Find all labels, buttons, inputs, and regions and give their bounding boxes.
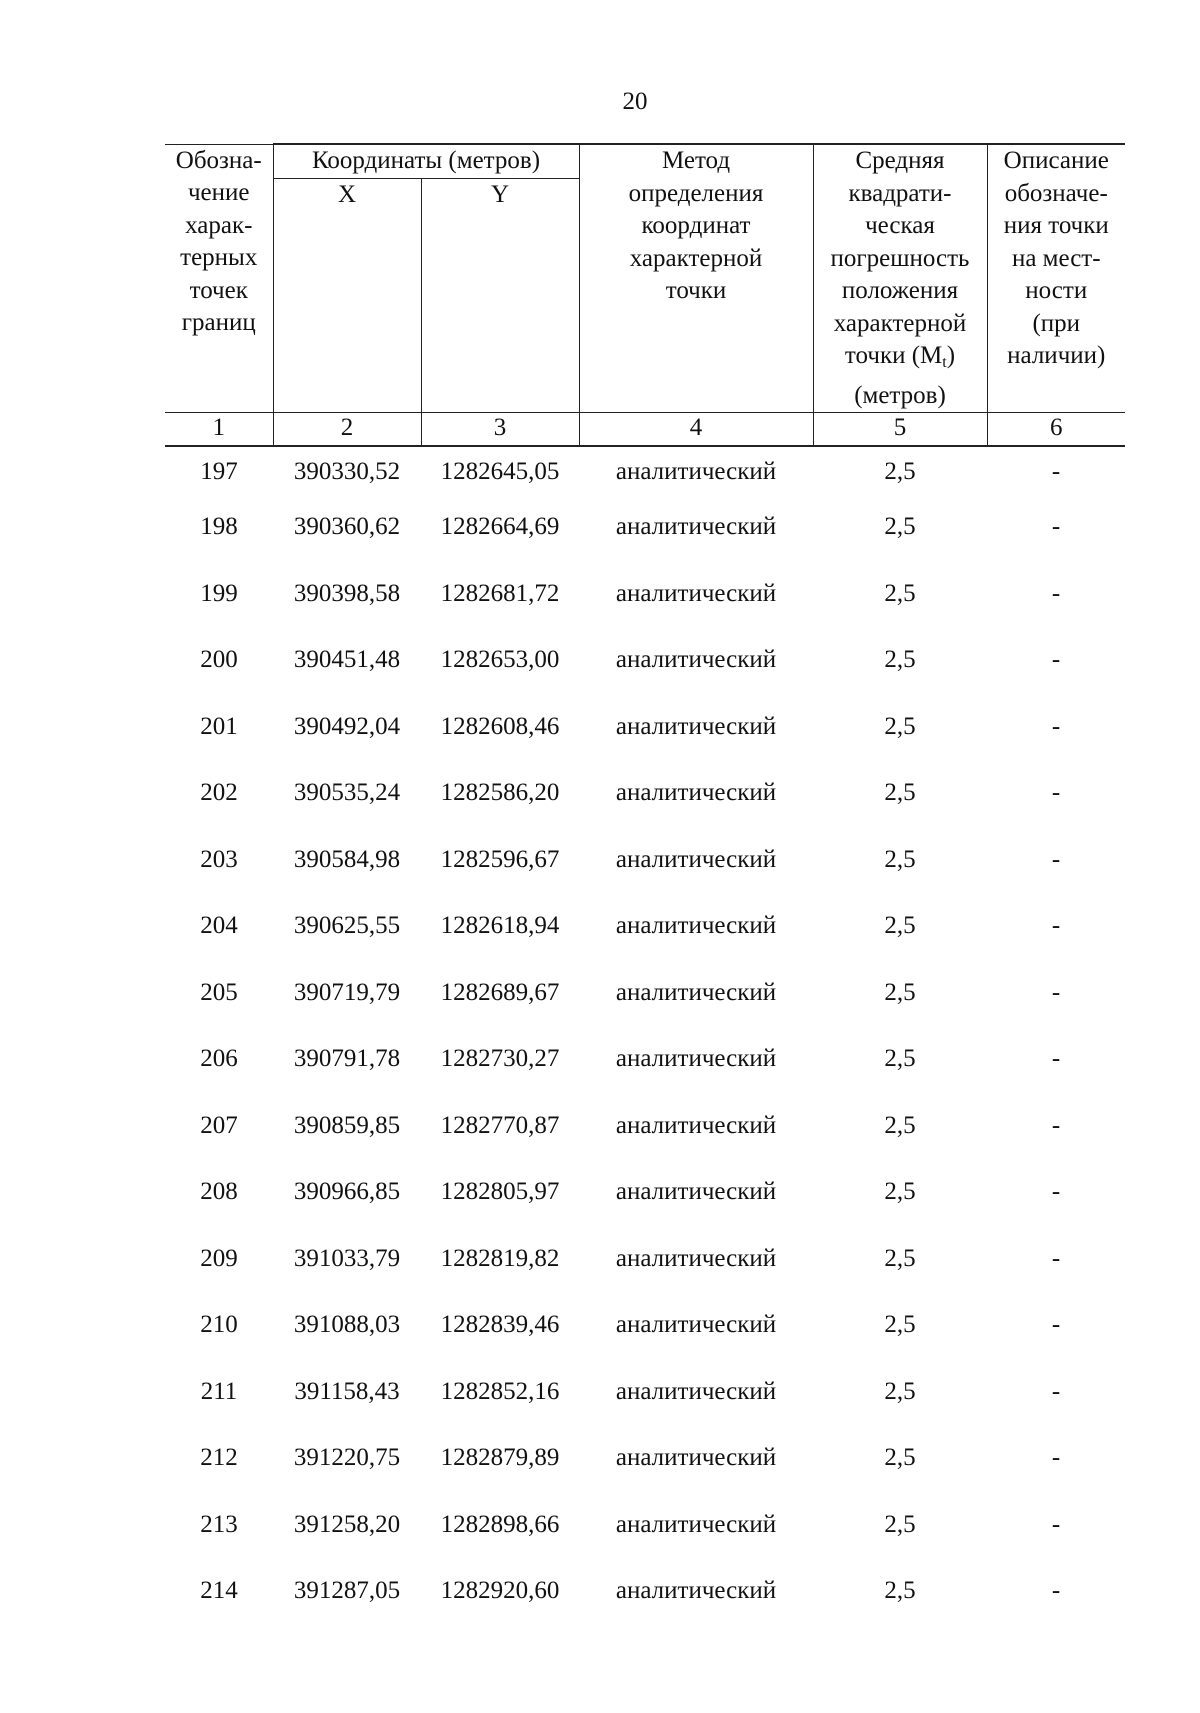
table-row xyxy=(165,1162,1125,1229)
table-row xyxy=(165,763,1125,830)
point-cell: 204 xyxy=(200,912,238,939)
x-coordinate-cell: 391220,75 xyxy=(293,1444,401,1471)
header-line: на мест- xyxy=(1011,244,1101,272)
column-number: 2 xyxy=(273,413,421,447)
point-cell: 210 xyxy=(200,1311,238,1338)
x-coordinate-cell: 390966,85 xyxy=(293,1178,401,1205)
header-line: определения xyxy=(628,179,764,207)
header-line: наличии) xyxy=(1007,342,1106,369)
table-row xyxy=(165,1428,1125,1495)
table-row xyxy=(165,1096,1125,1163)
y-coordinate-cell: 1282689,67 xyxy=(440,978,560,1006)
description-cell: - xyxy=(1051,912,1061,939)
point-cell: 208 xyxy=(200,1178,238,1205)
table-row xyxy=(165,830,1125,897)
description-cell: - xyxy=(1051,1111,1061,1139)
method-cell: аналитический xyxy=(615,1577,777,1604)
y-coordinate-cell: 1282681,72 xyxy=(440,579,560,607)
y-coordinate-cell: 1282608,46 xyxy=(440,712,560,740)
y-coordinate-cell: 1282770,87 xyxy=(440,1111,560,1139)
header-line: терных xyxy=(180,244,258,271)
method-cell: аналитический xyxy=(615,1377,777,1405)
y-coordinate-cell: 1282839,46 xyxy=(440,1311,560,1338)
header-coordinates-group: Координаты (метров) xyxy=(273,144,579,178)
description-cell: - xyxy=(1051,1045,1061,1072)
table-row xyxy=(165,963,1125,1030)
point-cell: 206 xyxy=(200,1045,238,1072)
header-line: ния точки xyxy=(1003,212,1109,239)
description-cell: - xyxy=(1051,1510,1061,1538)
description-cell: - xyxy=(1051,579,1061,607)
point-cell: 203 xyxy=(200,845,238,873)
y-coordinate-cell: 1282819,82 xyxy=(440,1244,560,1272)
header-line: (при xyxy=(1032,309,1081,337)
header-line: (метров) xyxy=(854,381,946,409)
x-coordinate-cell: 390584,98 xyxy=(293,845,401,873)
header-mean-square-error xyxy=(813,144,987,413)
header-line: ности xyxy=(1025,277,1088,304)
header-line: ческая xyxy=(865,212,935,239)
error-cell: 2,5 xyxy=(884,513,916,540)
x-coordinate-cell: 391158,43 xyxy=(294,1377,400,1405)
y-coordinate-cell: 1282645,05 xyxy=(440,458,560,485)
header-line: положения xyxy=(841,277,959,304)
error-cell: 2,5 xyxy=(884,1045,916,1072)
header-line: координат xyxy=(641,212,751,239)
y-coordinate-cell: 1282730,27 xyxy=(440,1045,560,1072)
y-coordinate-cell: 1282596,67 xyxy=(440,845,560,873)
error-cell: 2,5 xyxy=(884,458,916,485)
header-line: границ xyxy=(181,309,256,336)
error-cell: 2,5 xyxy=(884,1577,916,1604)
y-coordinate-cell: 1282664,69 xyxy=(440,513,560,540)
description-cell: - xyxy=(1051,513,1061,540)
table-row xyxy=(165,1029,1125,1096)
y-coordinate-cell: 1282852,16 xyxy=(440,1377,560,1405)
point-cell: 207 xyxy=(200,1111,238,1139)
table-row xyxy=(165,1229,1125,1296)
header-line: погрешность xyxy=(830,244,970,272)
point-cell: 214 xyxy=(200,1577,238,1604)
column-number-row xyxy=(165,413,1125,447)
header-line: обозначе- xyxy=(1004,179,1108,207)
error-cell: 2,5 xyxy=(884,779,916,806)
header-line: чение xyxy=(187,179,250,206)
x-coordinate-cell: 391258,20 xyxy=(293,1510,401,1538)
method-cell: аналитический xyxy=(615,1311,777,1338)
x-coordinate-cell: 390492,04 xyxy=(293,712,401,740)
point-cell: 202 xyxy=(200,779,238,806)
error-cell: 2,5 xyxy=(884,1311,916,1338)
description-cell: - xyxy=(1051,646,1061,673)
table-row xyxy=(165,896,1125,963)
error-cell: 2,5 xyxy=(884,1444,916,1471)
header-point-designation xyxy=(165,144,273,413)
method-cell: аналитический xyxy=(615,458,777,485)
x-coordinate-cell: 390535,24 xyxy=(293,779,401,806)
method-cell: аналитический xyxy=(615,1045,777,1072)
header-line: характерной xyxy=(833,309,967,337)
description-cell: - xyxy=(1051,1244,1061,1272)
header-line: Метод xyxy=(661,147,731,174)
point-cell: 198 xyxy=(200,513,238,540)
method-cell: аналитический xyxy=(615,779,777,806)
error-cell: 2,5 xyxy=(884,1377,916,1405)
error-cell: 2,5 xyxy=(884,579,916,607)
error-cell: 2,5 xyxy=(884,646,916,673)
method-cell: аналитический xyxy=(615,579,777,607)
point-cell: 199 xyxy=(200,579,238,607)
error-cell: 2,5 xyxy=(884,1111,916,1139)
x-coordinate-cell: 390719,79 xyxy=(293,978,401,1006)
header-line: Обозна- xyxy=(175,146,262,174)
x-coordinate-cell: 390451,48 xyxy=(293,646,401,673)
header-y: Y xyxy=(421,178,579,413)
error-cell: 2,5 xyxy=(884,845,916,873)
y-coordinate-cell: 1282618,94 xyxy=(440,912,560,939)
point-cell: 209 xyxy=(200,1244,238,1272)
point-cell: 213 xyxy=(200,1510,238,1538)
y-coordinate-cell: 1282898,66 xyxy=(440,1510,560,1538)
x-coordinate-cell: 390625,55 xyxy=(293,912,401,939)
point-cell: 201 xyxy=(200,712,238,740)
header-x: X xyxy=(273,178,421,413)
error-cell: 2,5 xyxy=(884,978,916,1006)
page-number: 20 xyxy=(622,88,648,115)
method-cell: аналитический xyxy=(615,1444,777,1471)
header-line: Средняя xyxy=(855,147,945,174)
method-cell: аналитический xyxy=(615,1510,777,1538)
table-row xyxy=(165,1362,1125,1429)
description-cell: - xyxy=(1051,779,1061,806)
table-row xyxy=(165,446,1125,497)
error-cell: 2,5 xyxy=(884,1510,916,1538)
table-header xyxy=(165,144,1125,446)
point-cell: 211 xyxy=(200,1377,238,1405)
x-coordinate-cell: 390330,52 xyxy=(293,458,401,485)
point-cell: 205 xyxy=(200,978,238,1006)
table-row xyxy=(165,564,1125,631)
description-cell: - xyxy=(1051,978,1061,1006)
header-line: Описание xyxy=(1003,147,1109,174)
method-cell: аналитический xyxy=(615,646,777,673)
method-cell: аналитический xyxy=(615,1111,777,1139)
description-cell: - xyxy=(1051,458,1061,485)
header-line: характерной xyxy=(629,244,763,272)
table-row xyxy=(165,630,1125,697)
description-cell: - xyxy=(1051,1444,1061,1471)
method-cell: аналитический xyxy=(615,1244,777,1272)
error-cell: 2,5 xyxy=(884,912,916,939)
method-cell: аналитический xyxy=(615,912,777,939)
table-row xyxy=(165,1495,1125,1562)
header-line: харак- xyxy=(185,211,253,239)
header-mt-text: точки (М xyxy=(844,342,943,369)
method-cell: аналитический xyxy=(615,712,777,740)
description-cell: - xyxy=(1051,1178,1061,1205)
y-coordinate-cell: 1282920,60 xyxy=(440,1577,560,1604)
table-row xyxy=(165,1561,1125,1628)
x-coordinate-cell: 390791,78 xyxy=(293,1045,401,1072)
point-cell: 200 xyxy=(200,646,238,673)
table-row xyxy=(165,697,1125,764)
column-number: 4 xyxy=(579,413,813,447)
point-cell: 197 xyxy=(200,458,238,485)
header-description xyxy=(987,144,1125,413)
x-coordinate-cell: 391287,05 xyxy=(293,1577,401,1604)
header-mt-close: ) xyxy=(946,342,956,369)
method-cell: аналитический xyxy=(615,845,777,873)
x-coordinate-cell: 390360,62 xyxy=(293,513,401,540)
header-mt-subscript: t xyxy=(942,354,947,371)
column-number: 1 xyxy=(165,413,273,447)
header-line: квадрати- xyxy=(848,179,952,207)
table-row xyxy=(165,497,1125,564)
description-cell: - xyxy=(1051,1377,1061,1405)
method-cell: аналитический xyxy=(615,513,777,540)
description-cell: - xyxy=(1051,1311,1061,1338)
description-cell: - xyxy=(1051,845,1061,873)
column-number: 6 xyxy=(987,413,1125,447)
error-cell: 2,5 xyxy=(884,1178,916,1205)
table-body xyxy=(165,446,1125,1628)
method-cell: аналитический xyxy=(615,1178,777,1205)
column-number: 5 xyxy=(813,413,987,447)
header-method xyxy=(579,144,813,413)
x-coordinate-cell: 391033,79 xyxy=(293,1244,401,1272)
boundary-points-table xyxy=(165,143,1125,1628)
y-coordinate-cell: 1282653,00 xyxy=(440,646,560,673)
error-cell: 2,5 xyxy=(884,712,916,740)
header-line: точек xyxy=(189,276,248,304)
x-coordinate-cell: 391088,03 xyxy=(293,1311,401,1338)
header-line-mt xyxy=(816,340,985,380)
description-cell: - xyxy=(1051,1577,1061,1604)
y-coordinate-cell: 1282805,97 xyxy=(440,1178,560,1205)
point-cell: 212 xyxy=(200,1444,238,1471)
description-cell: - xyxy=(1051,712,1061,740)
column-number: 3 xyxy=(421,413,579,447)
table-row xyxy=(165,1295,1125,1362)
error-cell: 2,5 xyxy=(884,1244,916,1272)
y-coordinate-cell: 1282586,20 xyxy=(440,779,560,806)
header-line: точки xyxy=(665,277,727,304)
method-cell: аналитический xyxy=(615,978,777,1006)
y-coordinate-cell: 1282879,89 xyxy=(440,1444,560,1471)
x-coordinate-cell: 390859,85 xyxy=(293,1111,401,1139)
x-coordinate-cell: 390398,58 xyxy=(293,579,401,607)
